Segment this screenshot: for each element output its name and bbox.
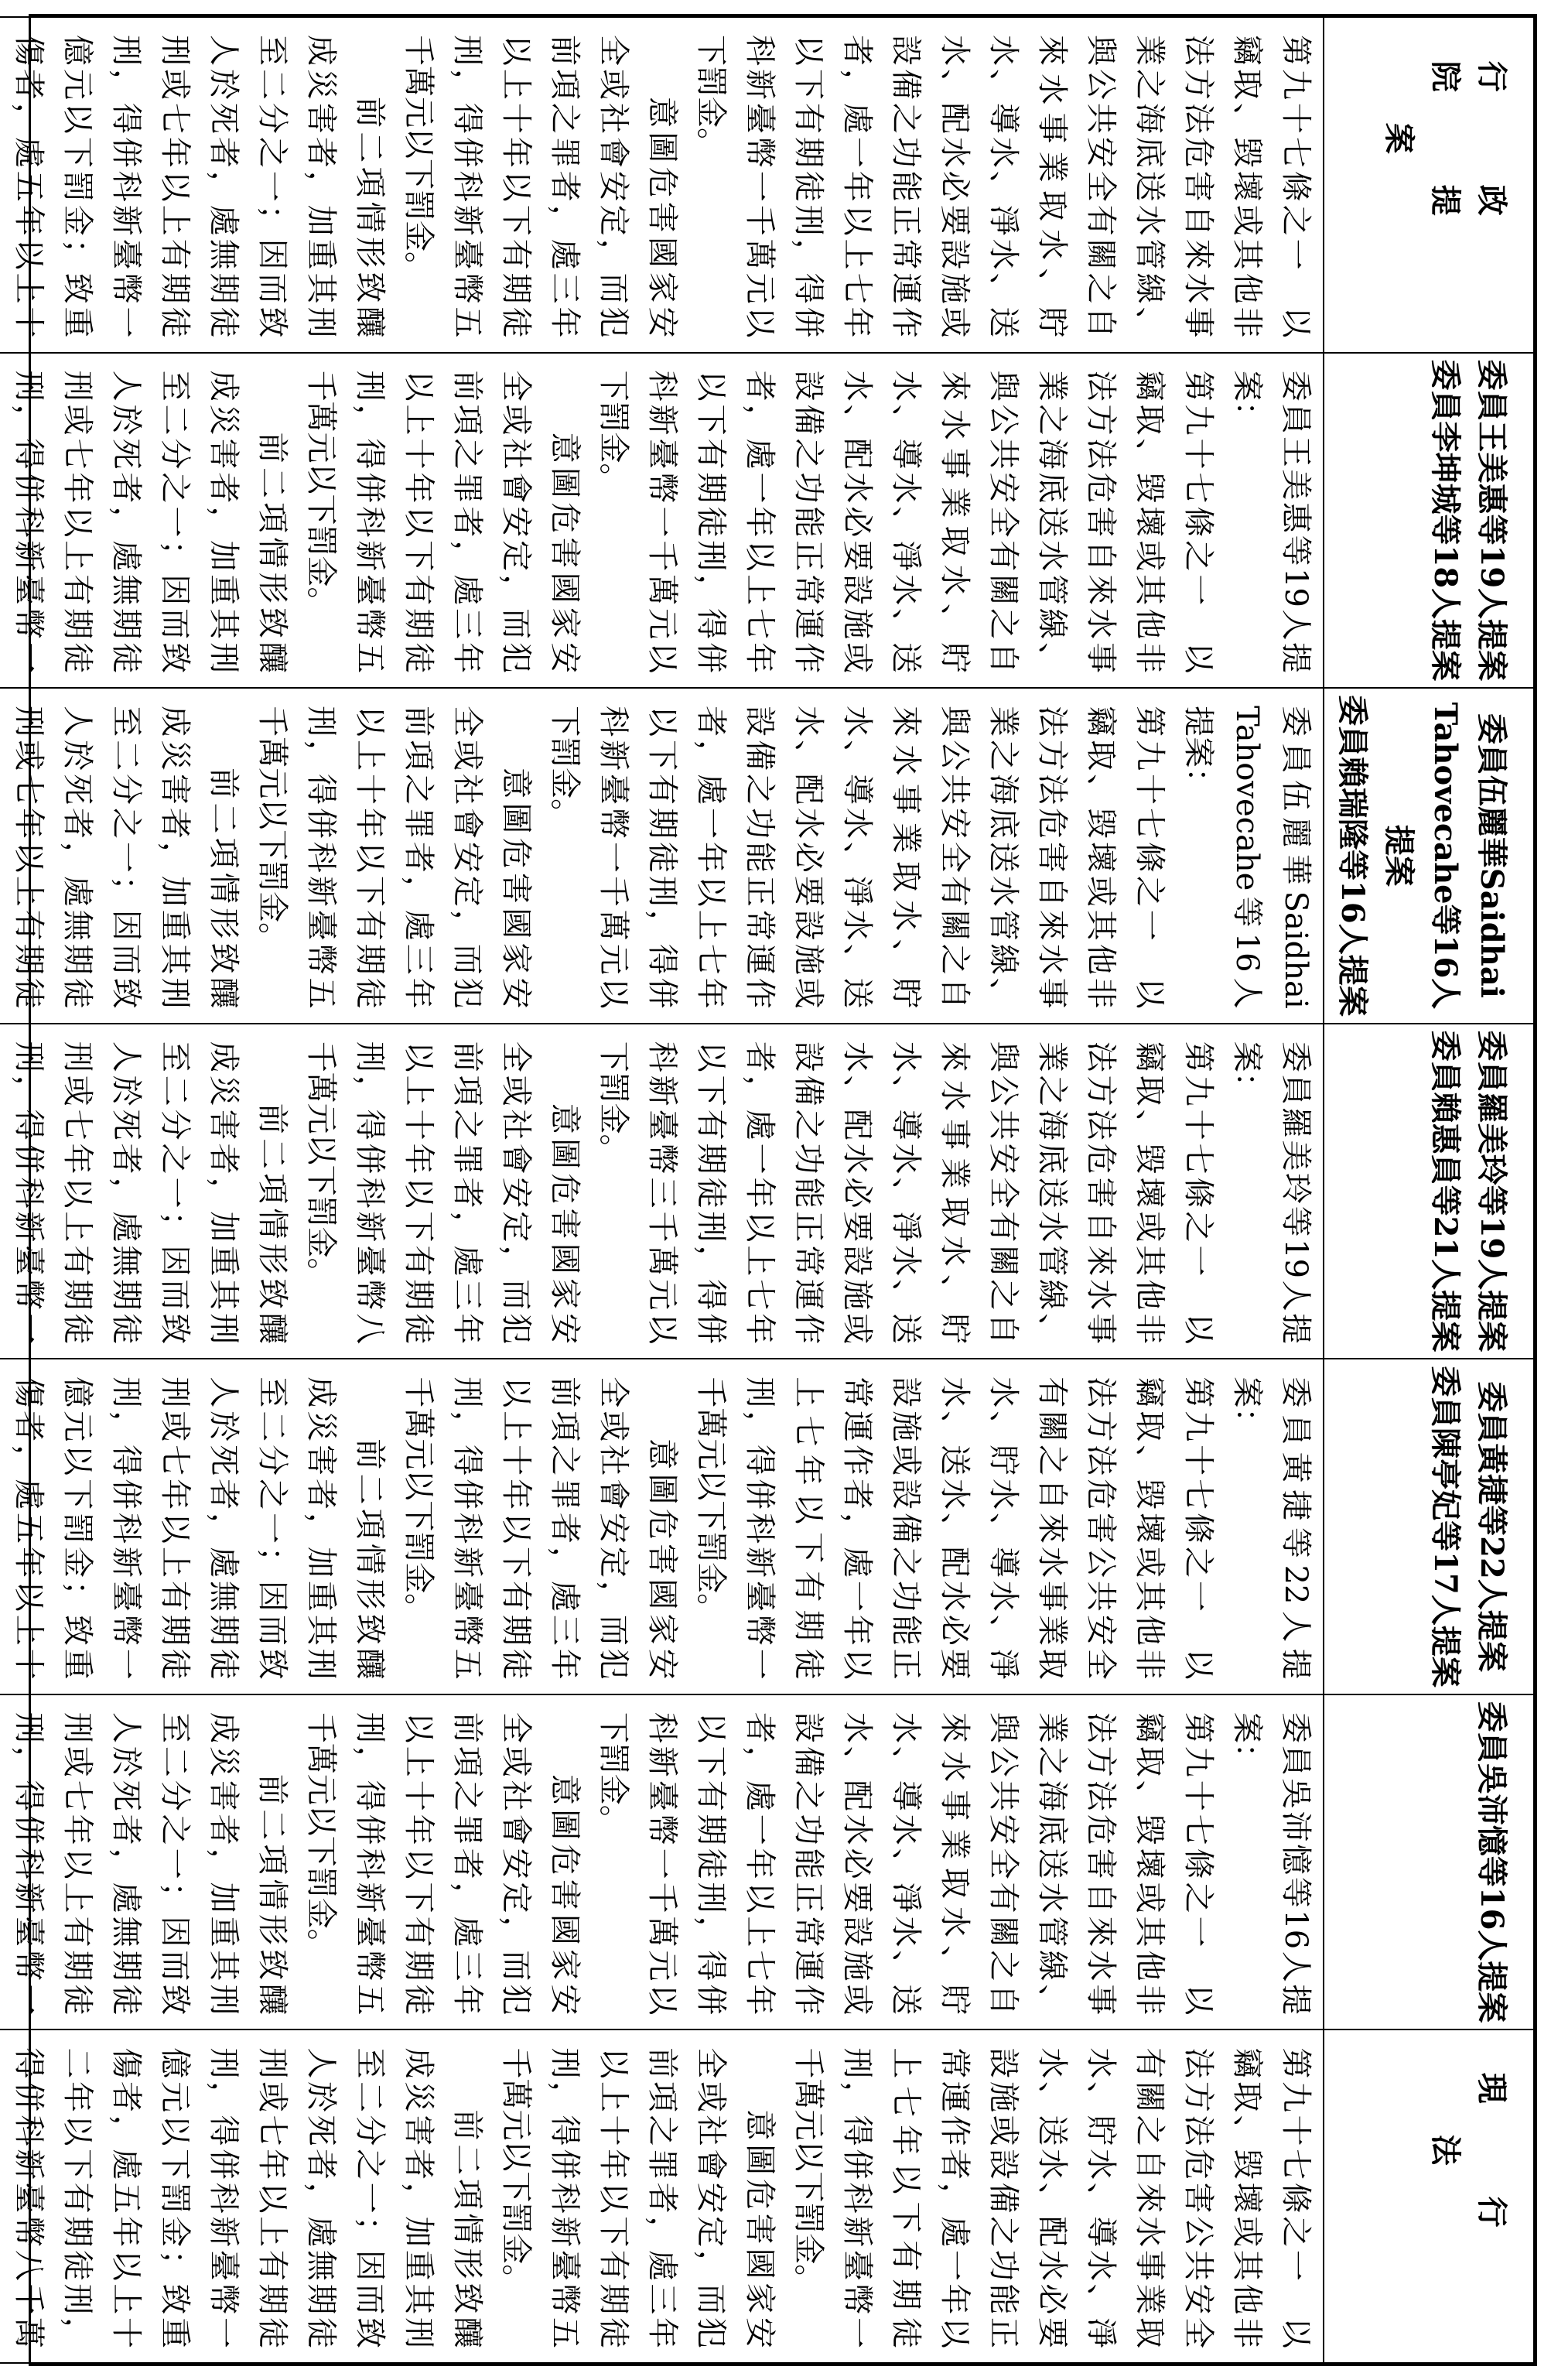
huang-p1: 第九十七條之一 以竊取、毀壞或其他非法方法危害公共安全有關之自來水事業取水、貯水、導水、淨水、送水、配水必要設施或設備之功能正常運作者，處一年以上七年以下有期徒刑，得併科新臺幣一千萬元以下罰金。 <box>693 1376 1216 1680</box>
saidhai-p2: 意圖危害國家安全或社會安定，而犯前項之罪者，處三年以上十年以下有期徒刑，得併科新臺幣五千萬元以下罰金。 <box>255 706 534 1009</box>
cell-gov <box>0 17 1324 353</box>
saidhai-p1: 第九十七條之一 以竊取、毀壞或其他非法方法危害自來水事業之海底送水管線、與公共安全有關之自來水事業取水、貯水、導水、淨水、送水、配水必要設施或設備之功能正常運作者，處一年以上七年以下有期徒刑，得併科新臺幣一千萬元以下罰金。 <box>547 706 1167 1009</box>
current-p2: 意圖危害國家安全或社會安定，而犯前項之罪者，處三年以上十年以下有期徒刑，得併科新臺幣五千萬元以下罰金。 <box>498 2047 777 2348</box>
saidhai-p3: 前二項情形致釀成災害者，加重其刑至二分之一；因而致人於死者，處無期徒刑或七年以上有期徒 <box>11 706 241 1009</box>
header-wang: 委員王美惠等19人提案 委員李坤城等18人提案 <box>1324 353 1534 689</box>
current-p3: 前二項情形致釀成災害者，加重其刑至二分之一；因而致人於死者，處無期徒刑或七年以上有期徒刑，得併科新臺幣一億元以下罰金；致重傷者，處五年以上十二年以下有期徒刑，得併科新臺幣八千萬 <box>11 2047 485 2348</box>
cell-wu <box>0 1694 1324 2030</box>
header-luo: 委員羅美玲等19人提案 委員賴惠員等21人提案 <box>1324 1024 1534 1359</box>
luo-p2: 意圖危害國家安全或社會安定，而犯前項之罪者，處三年以上十年以下有期徒刑，得併科新臺幣八千萬元以下罰金。 <box>303 1041 582 1345</box>
wang-p1: 第九十七條之一 以竊取、毀壞或其他非法方法危害自來水事業之海底送水管線、與公共安全有關之自來水事業取水、貯水、導水、淨水、送水、配水必要設施或設備之功能正常運作者，處一年以上七年以下有期徒刑，得併科新臺幣一千萬元以下罰金。 <box>596 370 1216 674</box>
header-gov: 行政院提案 <box>1324 17 1534 353</box>
wu-p3: 前二項情形致釀成災害者，加重其刑至二分之一；因而致人於死者，處無期徒刑或七年以上有期徒刑，得併科新臺幣一 <box>11 1711 290 2016</box>
comparison-table <box>0 16 1535 2364</box>
wu-p1: 第九十七條之一 以竊取、毀壞或其他非法方法危害自來水事業之海底送水管線、與公共安全有關之自來水事業取水、貯水、導水、淨水、送水、配水必要設施或設備之功能正常運作者，處一年以上七年以下有期徒刑，得併科新臺幣一千萬元以下罰金。 <box>596 1711 1216 2016</box>
comparison-table-rotated <box>11 14 1537 2366</box>
luo-p3: 前二項情形致釀成災害者，加重其刑至二分之一；因而致人於死者，處無期徒刑或七年以上有期徒刑，得併科新臺幣一 <box>11 1041 290 1345</box>
wang-p2: 意圖危害國家安全或社會安定，而犯前項之罪者，處三年以上十年以下有期徒刑，得併科新臺幣五千萬元以下罰金。 <box>303 370 582 674</box>
header-wu: 委員吳沛憶等16人提案 <box>1324 1694 1534 2030</box>
header-row <box>1324 17 1534 2363</box>
huang-p3: 前二項情形致釀成災害者，加重其刑至二分之一；因而致人於死者，處無期徒刑或七年以上有期徒刑，得併科新臺幣一億元以下罰金；致重傷者，處五年以上十 <box>11 1376 388 1680</box>
wu-intro: 委員吳沛憶等16人提案： <box>1229 1711 1314 2016</box>
gov-p1: 第九十七條之一 以竊取、毀壞或其他非法方法危害自來水事業之海底送水管線、與公共安全有關之自來水事業取水、貯水、導水、淨水、送水、配水必要設施或設備之功能正常運作者，處一年以上七年以下有期徒刑，得併科新臺幣一千萬元以下罰金。 <box>693 35 1314 338</box>
cell-saidhai <box>0 688 1324 1024</box>
wang-p3: 前二項情形致釀成災害者，加重其刑至二分之一；因而致人於死者，處無期徒刑或七年以上有期徒刑，得併科新臺幣一 <box>11 370 290 674</box>
cell-luo <box>0 1024 1324 1359</box>
luo-p1: 第九十七條之一 以竊取、毀壞或其他非法方法危害自來水事業之海底送水管線、與公共安全有關之自來水事業取水、貯水、導水、淨水、送水、配水必要設施或設備之功能正常運作者，處一年以上七年以下有期徒刑，得併科新臺幣三千萬元以下罰金。 <box>596 1041 1216 1345</box>
header-saidhai: 委員伍麗華Saidhai Tahovecahe等16人提案 委員賴瑞隆等16人提案 <box>1324 688 1534 1024</box>
saidhai-intro: 委員伍麗華Saidhai Tahovecahe等16人提案： <box>1180 706 1314 1009</box>
wu-p2: 意圖危害國家安全或社會安定，而犯前項之罪者，處三年以上十年以下有期徒刑，得併科新臺幣五千萬元以下罰金。 <box>303 1711 582 2016</box>
gov-p3: 前二項情形致釀成災害者，加重其刑至二分之一；因而致人於死者，處無期徒刑或七年以上有期徒刑，得併科新臺幣一億元以下罰金；致重傷者，處五年以上十 <box>11 35 388 338</box>
cell-wang <box>0 353 1324 689</box>
huang-intro: 委員黃捷等22人提案： <box>1229 1376 1314 1680</box>
header-huang: 委員黃捷等22人提案 委員陳亭妃等17人提案 <box>1324 1359 1534 1694</box>
content-row <box>0 17 1324 2363</box>
gov-p2: 意圖危害國家安全或社會安定，而犯前項之罪者，處三年以上十年以下有期徒刑，得併科新臺幣五千萬元以下罰金。 <box>401 35 680 338</box>
cell-current <box>0 2029 1324 2363</box>
luo-intro: 委員羅美玲等19人提案： <box>1229 1041 1314 1345</box>
current-p1: 第九十七條之一 以竊取、毀壞或其他非法方法危害公共安全有關之自來水事業取水、貯水、導水、淨水、送水、配水必要設施或設備之功能正常運作者，處一年以上七年以下有期徒刑，得併科新臺幣一千萬元以下罰金。 <box>791 2047 1314 2348</box>
header-current: 現行法 <box>1324 2029 1534 2363</box>
wang-intro: 委員王美惠等19人提案： <box>1229 370 1314 674</box>
huang-p2: 意圖危害國家安全或社會安定，而犯前項之罪者，處三年以上十年以下有期徒刑，得併科新臺幣五千萬元以下罰金。 <box>401 1376 680 1680</box>
cell-huang <box>0 1359 1324 1694</box>
